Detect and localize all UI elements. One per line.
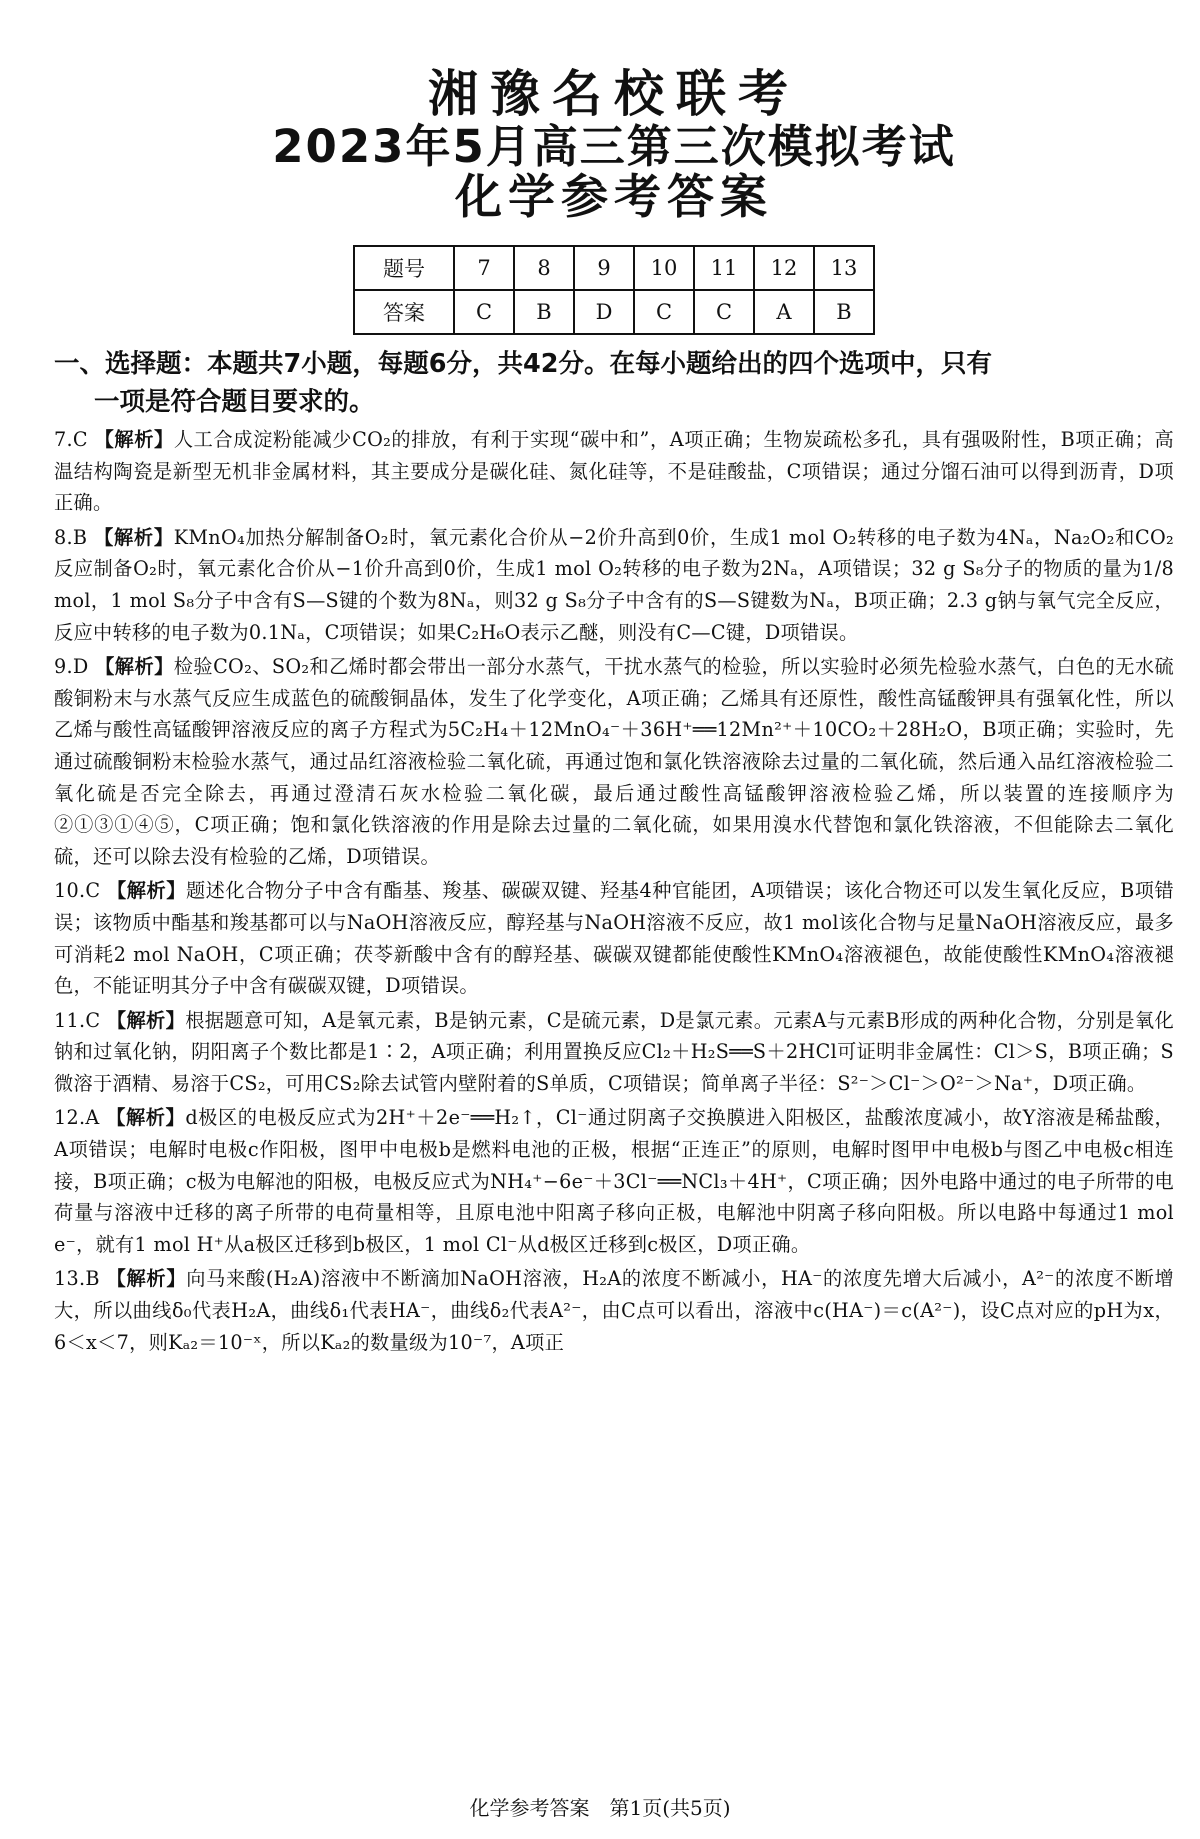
answer-cell: C — [694, 290, 754, 334]
question-number-cell: 8 — [514, 246, 574, 290]
answer-table-answer-row — [354, 290, 874, 334]
answer-row-label: 答案 — [354, 290, 454, 334]
question-number-cell: 7 — [454, 246, 514, 290]
section-heading-line-2: 一项是符合题目要求的。 — [94, 387, 375, 418]
explanation-text: d极区的电极反应式为2H⁺＋2e⁻══H₂↑，Cl⁻通过阴离子交换膜进入阳极区，盐酸浓度减小，故Y溶液是稀盐酸，A项错误；电解时电极c作阳极，图甲中电极b是燃料电池的正极，根据“正连正”的原则，电解时图甲中电极b与图乙中电极c相连接，B项正确；c极为电解池的阳极，电极反应式为NH₄⁺−6e⁻＋3Cl⁻══NCl₃＋4H⁺，C项正确；因外电路中通过的电子所带的电荷量与溶液中迁移的离子所带的电荷量相等，且原电池中阳离子移向正极，电解池中阴离子移向阳极。所以电路中每通过1 mol e⁻，就有1 mol H⁺从a极区迁移到b极区，1 mol Cl⁻从d极区迁移到c极区，D项正确。 — [54, 1106, 1175, 1256]
title-line-2: 2023年5月高三第三次模拟考试 — [272, 120, 956, 173]
question-explanation — [54, 1005, 1174, 1100]
question-label: 9.D — [54, 655, 89, 679]
question-label: 10.C — [54, 879, 101, 903]
number-row-label: 题号 — [354, 246, 454, 290]
analysis-tag: 【解析】 — [94, 428, 174, 452]
explanation-text: 检验CO₂、SO₂和乙烯时都会带出一部分水蒸气，干扰水蒸气的检验，所以实验时必须先检验水蒸气，白色的无水硫酸铜粉末与水蒸气反应生成蓝色的硫酸铜晶体，发生了化学变化，A项正确；乙烯具有还原性，酸性高锰酸钾具有强氧化性，所以乙烯与酸性高锰酸钾溶液反应的离子方程式为5C₂H₄＋12MnO₄⁻＋36H⁺══12Mn²⁺＋10CO₂＋28H₂O，B项正确；实验时，先通过硫酸铜粉末检验水蒸气，通过品红溶液检验二氧化硫，再通过饱和氯化铁溶液除去过量的二氧化硫，然后通入品红溶液检验二氧化硫是否完全除去，再通过澄清石灰水检验二氧化碳，最后通过酸性高锰酸钾溶液检验乙烯，所以装置的连接顺序为②①③①④⑤，C项正确；饱和氯化铁溶液的作用是除去过量的二氧化硫，如果用溴水代替饱和氯化铁溶液，不但能除去二氧化硫，还可以除去没有检验的乙烯，D项错误。 — [54, 655, 1174, 868]
question-number-cell: 10 — [634, 246, 694, 290]
explanation-text: 人工合成淀粉能减少CO₂的排放，有利于实现“碳中和”，A项正确；生物炭疏松多孔，具有强吸附性，B项正确；高温结构陶瓷是新型无机非金属材料，其主要成分是碳化硅、氮化硅等，不是硅酸盐，C项错误；通过分馏石油可以得到沥青，D项正确。 — [54, 428, 1174, 515]
question-number-cell: 11 — [694, 246, 754, 290]
answer-cell: B — [814, 290, 874, 334]
analysis-tag: 【解析】 — [107, 879, 186, 903]
question-explanation — [54, 875, 1174, 1001]
question-number-cell: 9 — [574, 246, 634, 290]
answer-cell: A — [754, 290, 814, 334]
question-label: 13.B — [54, 1267, 100, 1291]
question-number-cell: 13 — [814, 246, 874, 290]
title-line-1: 湘豫名校联考 — [428, 65, 800, 123]
analysis-tag: 【解析】 — [106, 1106, 186, 1130]
page-footer: 化学参考答案 第1页(共5页) — [469, 1796, 731, 1820]
analysis-tag: 【解析】 — [95, 655, 174, 679]
answer-cell: C — [634, 290, 694, 334]
question-explanation — [54, 651, 1174, 872]
question-number-cell: 12 — [754, 246, 814, 290]
question-label: 8.B — [54, 525, 88, 549]
question-label: 12.A — [54, 1106, 100, 1130]
analysis-tag: 【解析】 — [106, 1008, 186, 1032]
question-explanation — [54, 1263, 1174, 1358]
answer-cell: B — [514, 290, 574, 334]
explanation-text: 根据题意可知，A是氧元素，B是钠元素，C是硫元素，D是氯元素。元素A与元素B形成的两种化合物，分别是氧化钠和过氧化钠，阴阳离子个数比都是1∶2，A项正确；利用置换反应Cl₂＋H₂S══S＋2HCl可证明非金属性：Cl＞S，B项正确；S微溶于酒精、易溶于CS₂，可用CS₂除去试管内壁附着的S单质，C项错误；简单离子半径：S²⁻＞Cl⁻＞O²⁻＞Na⁺，D项正确。 — [54, 1008, 1175, 1095]
question-explanation — [54, 522, 1174, 648]
answer-cell: D — [574, 290, 634, 334]
explanation-text: 向马来酸(H₂A)溶液中不断滴加NaOH溶液，H₂A的浓度不断减小，HA⁻的浓度先增大后减小，A²⁻的浓度不断增大，所以曲线δ₀代表H₂A，曲线δ₁代表HA⁻，曲线δ₂代表A²⁻，由C点可以看出，溶液中c(HA⁻)＝c(A²⁻)，设C点对应的pH为x，6＜x＜7，则Kₐ₂＝10⁻ˣ，所以Kₐ₂的数量级为10⁻⁷，A项正 — [54, 1267, 1174, 1354]
explanation-text: 题述化合物分子中含有酯基、羧基、碳碳双键、羟基4种官能团，A项错误；该化合物还可以发生氧化反应，B项错误；该物质中酯基和羧基都可以与NaOH溶液反应，醇羟基与NaOH溶液不反应，故1 mol该化合物与足量NaOH溶液反应，最多可消耗2 mol NaOH，C项正确；茯苓新酸中含有的醇羟基、碳碳双键都能使酸性KMnO₄溶液褪色，故能使酸性KMnO₄溶液褪色，不能证明其分子中含有碳碳双键，D项错误。 — [54, 879, 1175, 998]
answer-table — [353, 245, 875, 335]
section-heading-line-1: 一、选择题：本题共7小题，每题6分，共42分。在每小题给出的四个选项中，只有 — [54, 349, 992, 380]
question-label: 11.C — [54, 1008, 101, 1032]
document-title — [54, 66, 1174, 225]
question-explanation — [54, 424, 1174, 519]
answer-cell: C — [454, 290, 514, 334]
section-heading — [54, 345, 1174, 421]
analysis-tag: 【解析】 — [94, 525, 174, 549]
answer-table-number-row — [354, 246, 874, 290]
analysis-tag: 【解析】 — [106, 1267, 187, 1291]
explanation-text: KMnO₄加热分解制备O₂时，氧元素化合价从−2价升高到0价，生成1 mol O₂转移的电子数为4Nₐ，Na₂O₂和CO₂反应制备O₂时，氧元素化合价从−1价升高到0价，生成1 mol O₂转移的电子数为2Nₐ，A项错误；32 g S₈分子的物质的量为1/8 mol，1 mol S₈分子中含有S—S键的个数为8Nₐ，则32 g S₈分子中含有的S—S键数为Nₐ，B项正确；2.3 g钠与氧气完全反应，反应中转移的电子数为0.1Nₐ，C项错误；如果C₂H₆O表示乙醚，则没有C—C键，D项错误。 — [54, 525, 1175, 644]
question-label: 7.C — [54, 428, 88, 452]
title-line-3: 化学参考答案 — [455, 170, 773, 226]
question-explanation — [54, 1102, 1174, 1260]
